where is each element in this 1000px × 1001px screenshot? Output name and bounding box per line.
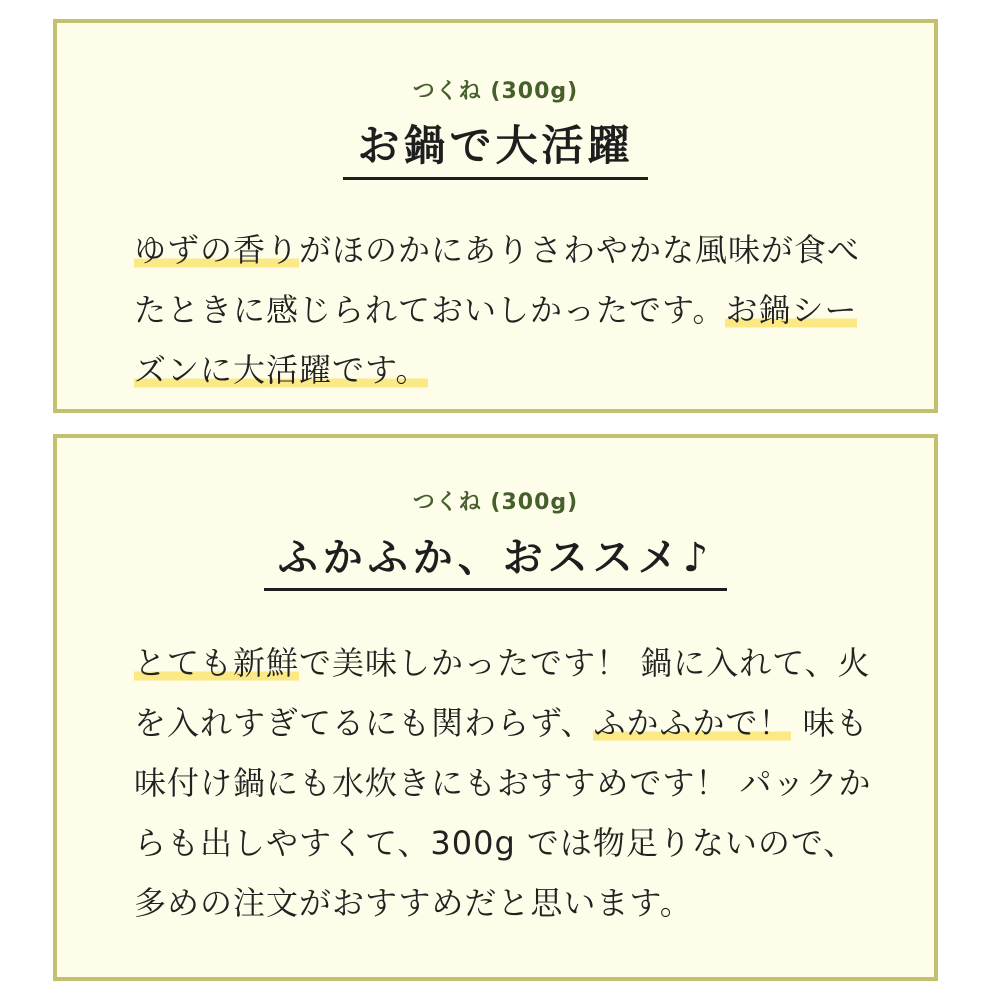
review-body [134,633,874,933]
product-label: つくね (300g) [412,79,579,104]
review-title: お鍋で大活躍 [343,121,647,180]
review-body [134,220,874,400]
review-title-wrap [57,121,934,180]
body-segment: ゆずの香り [134,231,300,269]
review-card [53,19,938,413]
body-segment: ふかふかで！ [593,704,792,742]
review-title-wrap [57,534,934,591]
body-segment: 味も味付け鍋にも水炊きにもおすすめです！ パックからも出しやすくて、300g では物足りないので、多めの注文がおすすめだと思います。 [134,704,872,922]
body-segment: で美味しかったです！ 鍋に入れて、火を入れすぎてるにも関わらず、 [134,644,871,742]
body-segment: とても新鮮 [134,644,300,682]
product-label: つくね (300g) [412,490,579,515]
body-segment: お鍋シーズンに大活躍です。 [134,291,858,389]
body-segment: がほのかにありさわやかな風味が食べたときに感じられておいしかったです。 [134,231,861,329]
review-card [53,434,938,981]
review-title: ふかふか、おススメ♪ [264,534,728,591]
